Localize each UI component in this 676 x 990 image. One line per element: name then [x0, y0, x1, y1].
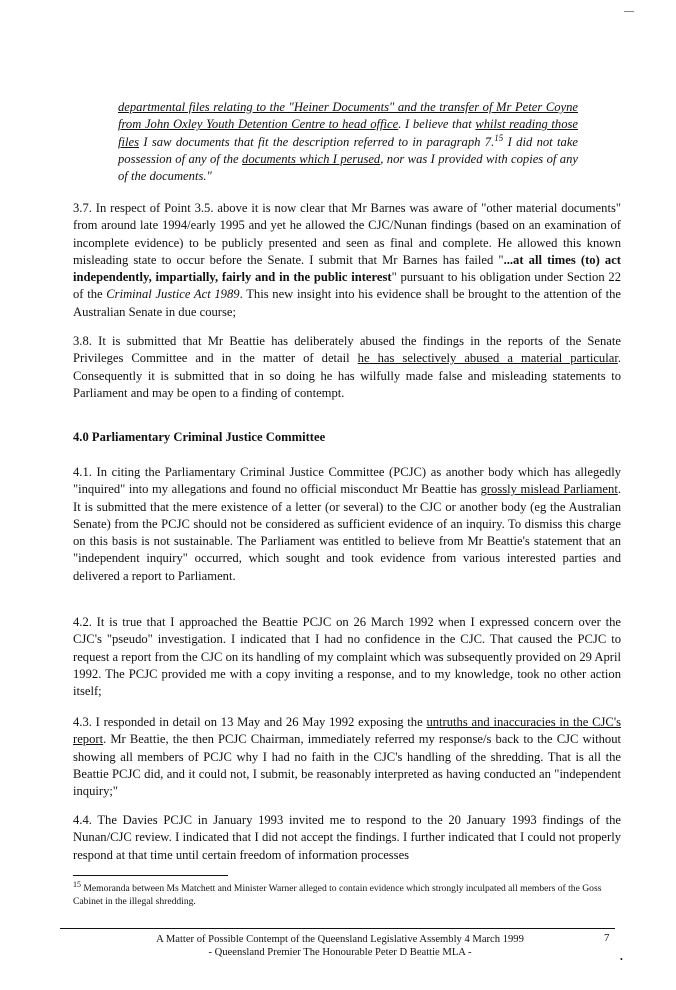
- page-footer: [60, 933, 620, 959]
- p43-text-b: . Mr Beattie, the then PCJC Chairman, immediately referred my response/s back to the CJC without showing all members of PCJC why I had no faith in the CJC's handling of the shredding. That is all the Beattie PCJC did, and it could not, I submit, be reasonably interpreted as having conducted an "independent inquiry;": [73, 732, 621, 799]
- footer-divider: [60, 928, 615, 929]
- p37-italic: Criminal Justice Act 1989: [106, 287, 240, 302]
- paragraph-4-1: [73, 464, 621, 585]
- quote-underlined-6: documents which I perused: [242, 151, 381, 166]
- footnote: [73, 879, 621, 908]
- paragraph-3-7: [73, 200, 621, 321]
- p41-text-b: . It is submitted that the mere existence of a letter (or several) to the CJC or another body (eg the Australian Senate) from the PCJC should not be considered as sufficient evidence of an inquiry. To dismiss this charge on this basis is not sustainable. The Parliament was entitled to believe from Mr Beattie's statement that an "independent inquiry" occurred, which sought and took evidence from various interested parties and delivered a report to Parliament.: [73, 482, 621, 583]
- p43-underlined: untruths and inaccuracies in the CJC's report: [73, 715, 621, 747]
- quote-text-4: I saw documents that fit the description referred to in paragraph 7.: [139, 134, 495, 149]
- paragraph-4-4: 4.4. The Davies PCJC in January 1993 invited me to respond to the 20 January 1993 findings of the Nunan/CJC review. I indicated that I did not accept the findings. I further indicated that I could not properly respond at that time until certain freedom of information processes: [73, 813, 621, 862]
- footer-line-2: - Queensland Premier The Honourable Peter D Beattie MLA -: [208, 947, 472, 958]
- p37-text-c: . This new insight into his evidence shall be brought to the attention of the Australian Senate in due course;: [73, 287, 621, 319]
- footnote-divider: [73, 875, 228, 876]
- paragraph-4-3: [73, 714, 621, 800]
- p38-text-b: . Consequently it is submitted that in so doing he has wilfully made false and misleading statements to Parliament and may be open to a finding of contempt.: [73, 351, 621, 400]
- p43-text-a: 4.3. I responded in detail on 13 May and 26 May 1992 exposing the: [73, 715, 427, 729]
- scan-dot: •: [620, 955, 623, 964]
- p38-underlined: he has selectively abused a material particular: [357, 351, 618, 366]
- footnote-text: Memoranda between Ms Matchett and Minister Warner alleged to contain evidence which strongly inculpated all members of the Goss Cabinet in the illegal shredding.: [73, 883, 602, 907]
- quote-text-7: , nor was I provided with copies of any of the documents.": [118, 151, 578, 184]
- quote-underlined-1: departmental files relating to the "Heiner Documents" and the transfer of Mr Peter Coyne from John Oxley Youth Detention Centre to head office: [118, 100, 578, 132]
- footer-line-1: A Matter of Possible Contempt of the Queensland Legislative Assembly 4 March 1999: [156, 934, 524, 945]
- p38-text-a: 3.8. It is submitted that Mr Beattie has deliberately abused the findings in the reports of the Senate Privileges Committee and in the matter of detail: [73, 334, 621, 366]
- footnote-ref: 15: [494, 132, 504, 143]
- quote-text-2: . I believe that: [398, 117, 476, 132]
- paragraph-3-8: [73, 333, 621, 402]
- paragraph-4-2: 4.2. It is true that I approached the Beattie PCJC on 26 March 1992 when I expressed concern over the CJC's "pseudo" investigation. I indicated that I had no confidence in the CJC. That caused the PCJC to request a report from the CJC on its handling of my complaint which was subsequently provided on 29 April 1992. The PCJC provided me with a copy inviting a response, and to my knowledge, took no other action itself;: [73, 615, 621, 699]
- page-number: 7: [604, 932, 610, 944]
- p37-text-a: 3.7. In respect of Point 3.5. above it is now clear that Mr Barnes was aware of "other material documents" from around late 1994/early 1995 and yet he allowed the CJC/Nunan findings (based on an examination of incomplete evidence) to be publicly presented and seen as final and complete. He allowed this known misleading state to occur before the Senate. I submit that Mr Barnes has failed ": [73, 201, 621, 267]
- p41-underlined: grossly mislead Parliament: [480, 482, 618, 497]
- p41-text-a: 4.1. In citing the Parliamentary Criminal Justice Committee (PCJC) as another body which has allegedly "inquired" into my allegations and found no official misconduct Mr Beattie has: [73, 465, 621, 497]
- footnote-number: 15: [73, 879, 81, 889]
- p37-text-b: " pursuant to his obligation under Section 22 of the: [73, 270, 621, 302]
- quote-text-5: I did not take possession of any of the: [118, 134, 579, 166]
- p37-bold: ...at all times (to) act independently, impartially, fairly and in the public interest: [73, 252, 621, 285]
- quote-underlined-3: whilst reading those files: [118, 117, 579, 149]
- scan-mark: —: [624, 6, 634, 17]
- quoted-statement: [118, 99, 578, 185]
- section-heading: 4.0 Parliamentary Criminal Justice Committee: [73, 430, 326, 444]
